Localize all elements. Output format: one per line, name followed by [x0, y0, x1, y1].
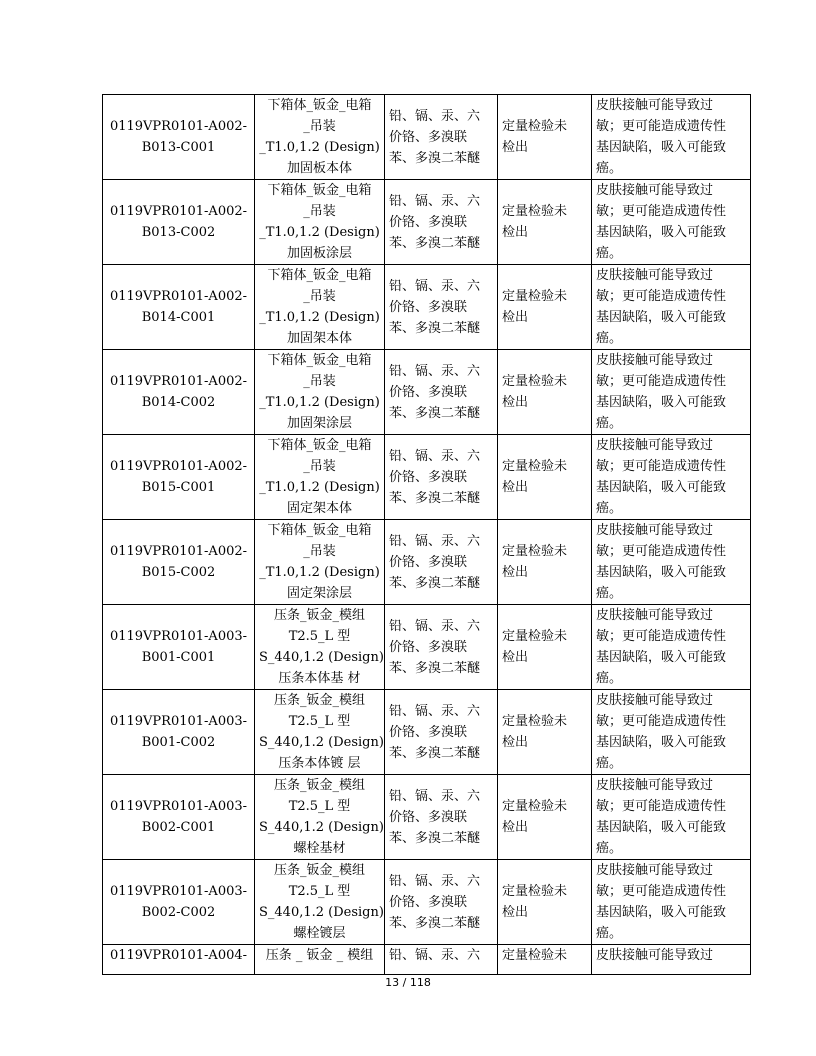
cell-line: B002-C001 [141, 820, 216, 835]
cell-line: _吊装 [303, 204, 336, 219]
cell-line: 价铬、多溴联 [389, 384, 468, 400]
part-code-cell [103, 860, 255, 945]
cell-line: 敏；更可能造成遗传性 [596, 714, 727, 729]
cell-line: 苯、多溴二苯醚 [389, 575, 481, 591]
cell-line: 铅、镉、汞、六 [389, 108, 481, 124]
cell-line: 检出 [502, 480, 529, 495]
cell-line: 皮肤接触可能导致过 [596, 438, 714, 453]
substances-cell [385, 860, 498, 945]
substances-cell [385, 265, 498, 350]
health-risk-cell [592, 945, 751, 975]
cell-line: 价铬、多溴联 [389, 894, 468, 910]
part-name-cell [255, 95, 385, 180]
cell-line: 下箱体_钣金_电箱 [267, 268, 372, 283]
cell-line: 癌。 [596, 331, 623, 346]
cell-line: 苯、多溴二苯醚 [389, 150, 481, 166]
part-name-cell [255, 265, 385, 350]
health-risk-cell [592, 520, 751, 605]
cell-line: 皮肤接触可能导致过 [596, 693, 714, 708]
cell-line: 基因缺陷，吸入可能致 [596, 310, 727, 325]
cell-line: 0119VPR0101-A004- [109, 948, 248, 963]
part-code-cell [103, 435, 255, 520]
cell-line: _吊装 [303, 544, 336, 559]
health-risk-cell [592, 605, 751, 690]
health-risk-cell [592, 690, 751, 775]
cell-line: B001-C002 [141, 735, 216, 750]
part-code-cell [103, 605, 255, 690]
cell-line: 螺栓镀层 [293, 926, 346, 941]
cell-line: 基因缺陷，吸入可能致 [596, 820, 727, 835]
cell-line: 压条_钣金_模组 [273, 863, 365, 878]
cell-line: 压条_钣金_模组 [273, 778, 365, 793]
health-risk-cell [592, 775, 751, 860]
part-name-cell [255, 605, 385, 690]
cell-line: 检出 [502, 905, 529, 920]
test-result-cell [498, 520, 592, 605]
part-name-cell [255, 860, 385, 945]
cell-line: 基因缺陷，吸入可能致 [596, 735, 727, 750]
cell-line: _吊装 [303, 119, 336, 134]
part-code-cell [103, 520, 255, 605]
cell-line: 定量检验未 [502, 948, 568, 963]
cell-line: _T1.0,1.2 (Design) [259, 140, 380, 155]
cell-line: 苯、多溴二苯醚 [389, 830, 481, 846]
cell-line: 铅、镉、汞、六 [389, 873, 481, 889]
cell-line: 0119VPR0101-A002- [109, 459, 248, 474]
cell-line: _吊装 [303, 459, 336, 474]
part-code-cell [103, 180, 255, 265]
part-code-cell [103, 350, 255, 435]
table-row [103, 945, 751, 975]
cell-line: 下箱体_钣金_电箱 [267, 353, 372, 368]
cell-line: 敏；更可能造成遗传性 [596, 119, 727, 134]
part-code-cell [103, 690, 255, 775]
part-name-cell [255, 520, 385, 605]
cell-line: 下箱体_钣金_电箱 [267, 98, 372, 113]
hazard-substance-table [102, 94, 751, 975]
cell-line: 压条_钣金_模组 [273, 693, 365, 708]
cell-line: 定量检验未 [502, 374, 568, 389]
part-code-cell [103, 95, 255, 180]
cell-line: 加固板本体 [286, 161, 352, 176]
cell-line: 价铬、多溴联 [389, 214, 468, 230]
cell-line: _T1.0,1.2 (Design) [259, 565, 380, 580]
cell-line: 检出 [502, 310, 529, 325]
cell-line: _T1.0,1.2 (Design) [259, 480, 380, 495]
cell-line: 价铬、多溴联 [389, 724, 468, 740]
cell-line: B014-C001 [141, 310, 216, 325]
cell-line: 下箱体_钣金_电箱 [267, 438, 372, 453]
cell-line: _吊装 [303, 289, 336, 304]
cell-line: 定量检验未 [502, 629, 568, 644]
part-name-cell [255, 350, 385, 435]
cell-line: T2.5_L 型 [288, 629, 351, 644]
cell-line: 基因缺陷，吸入可能致 [596, 480, 727, 495]
cell-line: 敏；更可能造成遗传性 [596, 629, 727, 644]
test-result-cell [498, 860, 592, 945]
test-result-cell [498, 435, 592, 520]
page-number: 13 / 118 [385, 976, 431, 989]
cell-line: 癌。 [596, 246, 623, 261]
cell-line: 基因缺陷，吸入可能致 [596, 565, 727, 580]
cell-line: 检出 [502, 820, 529, 835]
cell-line: 皮肤接触可能导致过 [596, 353, 714, 368]
cell-line: B001-C001 [141, 650, 216, 665]
test-result-cell [498, 605, 592, 690]
cell-line: 价铬、多溴联 [389, 299, 468, 315]
cell-line: 敏；更可能造成遗传性 [596, 884, 727, 899]
part-name-cell [255, 180, 385, 265]
cell-line: 加固板涂层 [286, 246, 352, 261]
cell-line: B015-C002 [141, 565, 216, 580]
cell-line: 敏；更可能造成遗传性 [596, 204, 727, 219]
cell-line: 皮肤接触可能导致过 [596, 523, 714, 538]
substances-cell [385, 350, 498, 435]
substances-cell [385, 520, 498, 605]
cell-line: 苯、多溴二苯醚 [389, 490, 481, 506]
cell-line: 癌。 [596, 841, 623, 856]
cell-line: 检出 [502, 395, 529, 410]
cell-line: 皮肤接触可能导致过 [596, 863, 714, 878]
cell-line: 敏；更可能造成遗传性 [596, 289, 727, 304]
cell-line: B014-C002 [141, 395, 216, 410]
cell-line: 0119VPR0101-A002- [109, 204, 248, 219]
test-result-cell [498, 690, 592, 775]
cell-line: 定量检验未 [502, 119, 568, 134]
cell-line: _T1.0,1.2 (Design) [259, 310, 380, 325]
cell-line: 加固架涂层 [286, 416, 352, 431]
health-risk-cell [592, 435, 751, 520]
cell-line: 0119VPR0101-A002- [109, 289, 248, 304]
cell-line: 价铬、多溴联 [389, 469, 468, 485]
cell-line: 基因缺陷，吸入可能致 [596, 225, 727, 240]
part-name-cell [255, 775, 385, 860]
cell-line: 铅、镉、汞、六 [389, 788, 481, 804]
cell-line: 定量检验未 [502, 289, 568, 304]
cell-line: 0119VPR0101-A002- [109, 119, 248, 134]
cell-line: 癌。 [596, 416, 623, 431]
cell-line: 敏；更可能造成遗传性 [596, 374, 727, 389]
part-code-cell [103, 265, 255, 350]
health-risk-cell [592, 265, 751, 350]
cell-line: 压条 _ 钣金 _ 模组 [265, 948, 374, 963]
table-row [103, 520, 751, 605]
cell-line: 定量检验未 [502, 544, 568, 559]
cell-line: 癌。 [596, 926, 623, 941]
cell-line: 价铬、多溴联 [389, 809, 468, 825]
cell-line: 皮肤接触可能导致过 [596, 268, 714, 283]
cell-line: 癌。 [596, 161, 623, 176]
substances-cell [385, 690, 498, 775]
cell-line: 压条_钣金_模组 [273, 608, 365, 623]
cell-line: 癌。 [596, 586, 623, 601]
cell-line: 检出 [502, 735, 529, 750]
health-risk-cell [592, 860, 751, 945]
cell-line: 皮肤接触可能导致过 [596, 778, 714, 793]
cell-line: T2.5_L 型 [288, 714, 351, 729]
cell-line: 铅、镉、汞、六 [389, 533, 481, 549]
cell-line: 基因缺陷，吸入可能致 [596, 395, 727, 410]
cell-line: 铅、镉、汞、六 [389, 618, 481, 634]
health-risk-cell [592, 180, 751, 265]
cell-line: 固定架本体 [286, 501, 352, 516]
substances-cell [385, 605, 498, 690]
cell-line: 皮肤接触可能导致过 [596, 98, 714, 113]
cell-line: S_440,1.2 (Design) [259, 820, 384, 835]
cell-line: 癌。 [596, 756, 623, 771]
cell-line: 检出 [502, 140, 529, 155]
cell-line: 铅、镉、汞、六 [389, 363, 481, 379]
table-row [103, 350, 751, 435]
cell-line: 检出 [502, 565, 529, 580]
cell-line: 敏；更可能造成遗传性 [596, 799, 727, 814]
cell-line: 压条本体镀 层 [278, 756, 361, 771]
health-risk-cell [592, 95, 751, 180]
part-name-cell [255, 690, 385, 775]
cell-line: S_440,1.2 (Design) [259, 650, 384, 665]
cell-line: 铅、镉、汞、六 [389, 448, 481, 464]
cell-line: B013-C002 [141, 225, 216, 240]
cell-line: 皮肤接触可能导致过 [596, 183, 714, 198]
test-result-cell [498, 265, 592, 350]
cell-line: 加固架本体 [286, 331, 352, 346]
cell-line: 铅、镉、汞、六 [389, 948, 481, 963]
test-result-cell [498, 180, 592, 265]
part-name-cell [255, 435, 385, 520]
cell-line: 价铬、多溴联 [389, 129, 468, 145]
substances-cell [385, 435, 498, 520]
cell-line: 铅、镉、汞、六 [389, 703, 481, 719]
table-row [103, 860, 751, 945]
table-row [103, 95, 751, 180]
cell-line: 下箱体_钣金_电箱 [267, 183, 372, 198]
cell-line: _T1.0,1.2 (Design) [259, 225, 380, 240]
table-row [103, 605, 751, 690]
cell-line: 定量检验未 [502, 799, 568, 814]
cell-line: 检出 [502, 650, 529, 665]
table-row [103, 435, 751, 520]
cell-line: 癌。 [596, 501, 623, 516]
cell-line: 0119VPR0101-A003- [109, 714, 248, 729]
cell-line: 定量检验未 [502, 884, 568, 899]
test-result-cell [498, 775, 592, 860]
cell-line: 压条本体基 材 [278, 671, 361, 686]
cell-line: 苯、多溴二苯醚 [389, 235, 481, 251]
table-row [103, 690, 751, 775]
table-row [103, 265, 751, 350]
table-row [103, 180, 751, 265]
cell-line: 苯、多溴二苯醚 [389, 915, 481, 931]
substances-cell [385, 945, 498, 975]
cell-line: B013-C001 [141, 140, 216, 155]
cell-line: 0119VPR0101-A002- [109, 374, 248, 389]
cell-line: 皮肤接触可能导致过 [596, 608, 714, 623]
cell-line: 0119VPR0101-A003- [109, 884, 248, 899]
substances-cell [385, 775, 498, 860]
cell-line: 价铬、多溴联 [389, 554, 468, 570]
cell-line: _吊装 [303, 374, 336, 389]
cell-line: 敏；更可能造成遗传性 [596, 459, 727, 474]
cell-line: T2.5_L 型 [288, 799, 351, 814]
part-code-cell [103, 945, 255, 975]
cell-line: B015-C001 [141, 480, 216, 495]
cell-line: 下箱体_钣金_电箱 [267, 523, 372, 538]
cell-line: 铅、镉、汞、六 [389, 278, 481, 294]
cell-line: 苯、多溴二苯醚 [389, 320, 481, 336]
cell-line: 螺栓基材 [293, 841, 346, 856]
cell-line: 苯、多溴二苯醚 [389, 660, 481, 676]
cell-line: 定量检验未 [502, 459, 568, 474]
cell-line: S_440,1.2 (Design) [259, 735, 384, 750]
cell-line: 0119VPR0101-A003- [109, 629, 248, 644]
cell-line: 基因缺陷，吸入可能致 [596, 905, 727, 920]
cell-line: 0119VPR0101-A002- [109, 544, 248, 559]
table-row [103, 775, 751, 860]
cell-line: 固定架涂层 [286, 586, 352, 601]
cell-line: B002-C002 [141, 905, 216, 920]
test-result-cell [498, 350, 592, 435]
cell-line: 基因缺陷，吸入可能致 [596, 140, 727, 155]
part-name-cell [255, 945, 385, 975]
substances-cell [385, 180, 498, 265]
substances-cell [385, 95, 498, 180]
cell-line: T2.5_L 型 [288, 884, 351, 899]
cell-line: 苯、多溴二苯醚 [389, 405, 481, 421]
cell-line: 敏；更可能造成遗传性 [596, 544, 727, 559]
part-code-cell [103, 775, 255, 860]
cell-line: 铅、镉、汞、六 [389, 193, 481, 209]
cell-line: 定量检验未 [502, 714, 568, 729]
cell-line: 癌。 [596, 671, 623, 686]
cell-line: 皮肤接触可能导致过 [596, 948, 714, 963]
cell-line: 0119VPR0101-A003- [109, 799, 248, 814]
test-result-cell [498, 95, 592, 180]
cell-line: _T1.0,1.2 (Design) [259, 395, 380, 410]
cell-line: S_440,1.2 (Design) [259, 905, 384, 920]
health-risk-cell [592, 350, 751, 435]
cell-line: 定量检验未 [502, 204, 568, 219]
cell-line: 价铬、多溴联 [389, 639, 468, 655]
cell-line: 基因缺陷，吸入可能致 [596, 650, 727, 665]
cell-line: 检出 [502, 225, 529, 240]
cell-line: 苯、多溴二苯醚 [389, 745, 481, 761]
test-result-cell [498, 945, 592, 975]
